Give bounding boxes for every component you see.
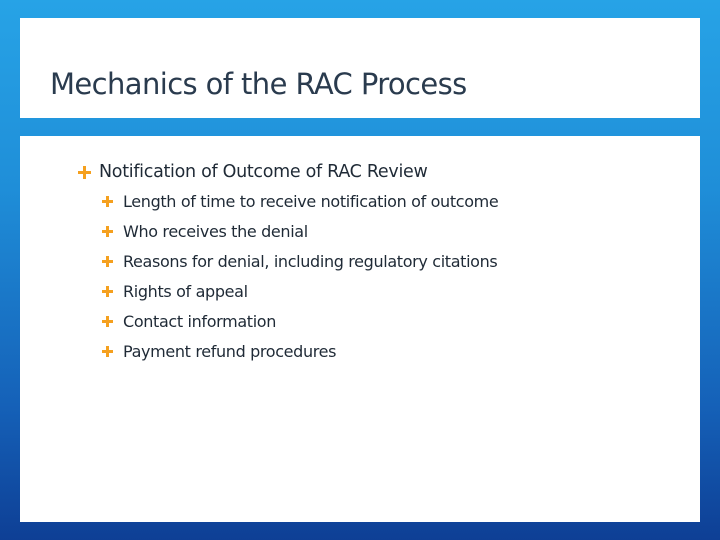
sub-bullet [102,280,248,302]
bullet-main [78,160,428,184]
sub-bullet-text: Rights of appeal [123,281,248,301]
sub-bullet-text: Length of time to receive notification of outcome [123,191,499,211]
sub-bullet-text: Contact information [123,311,277,331]
plus-icon [102,346,113,357]
sub-bullet [102,310,276,332]
plus-icon [102,226,113,237]
sub-bullet [102,190,498,212]
sub-bullet [102,220,308,242]
plus-icon [102,286,113,297]
sub-bullet [102,340,336,362]
plus-icon [78,166,91,179]
sub-bullet [102,250,497,272]
bullet-main-text: Notification of Outcome of RAC Review [99,162,428,182]
slide-title: Mechanics of the RAC Process [50,67,467,101]
sub-bullet-text: Reasons for denial, including regulatory citations [123,251,498,271]
sub-bullet-text: Who receives the denial [123,221,308,241]
plus-icon [102,256,113,267]
sub-bullet-text: Payment refund procedures [123,341,337,361]
plus-icon [102,316,113,327]
plus-icon [102,196,113,207]
